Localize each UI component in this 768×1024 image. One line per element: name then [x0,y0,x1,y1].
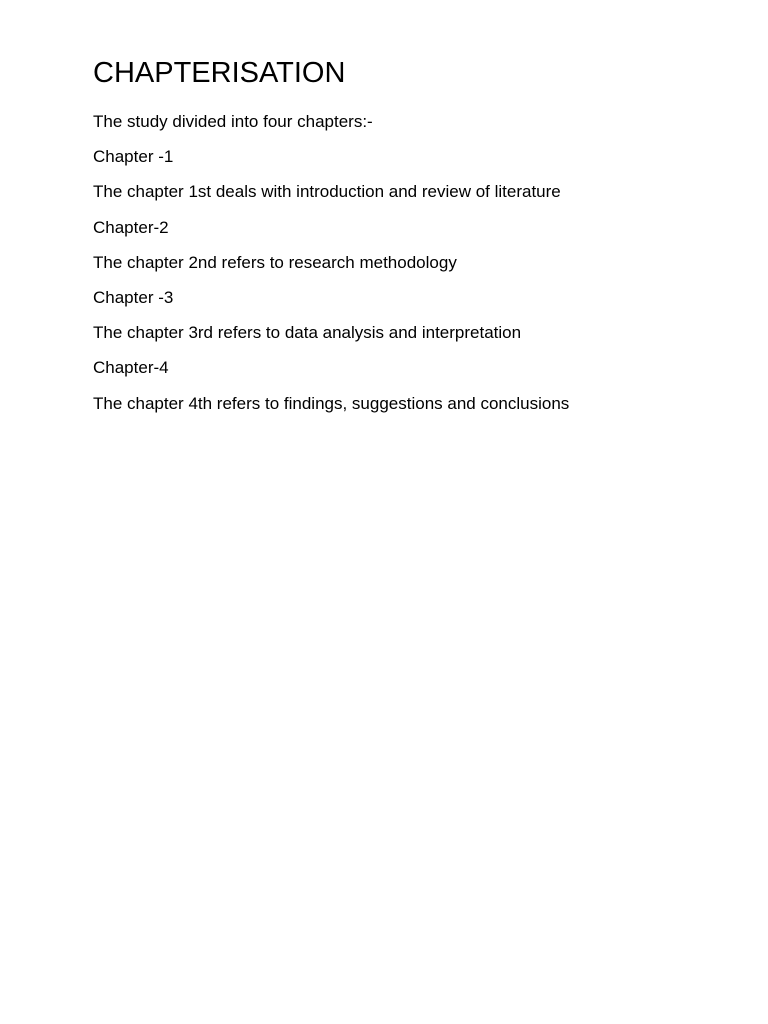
chapter-3-label: Chapter -3 [93,287,174,307]
chapter-4-label: Chapter-4 [93,358,169,378]
chapter-2-label: Chapter-2 [93,217,169,237]
chapter-1-description: The chapter 1st deals with introduction and review of literature [93,182,561,202]
chapter-2-description: The chapter 2nd refers to research methodology [93,252,457,272]
page-title: CHAPTERISATION [93,57,346,89]
chapter-3-description: The chapter 3rd refers to data analysis and interpretation [93,323,522,343]
chapter-1-label: Chapter -1 [93,147,174,167]
intro-text: The study divided into four chapters:- [93,112,373,131]
chapter-4-description: The chapter 4th refers to findings, suggestions and conclusions [93,393,570,413]
document-body [93,55,713,428]
